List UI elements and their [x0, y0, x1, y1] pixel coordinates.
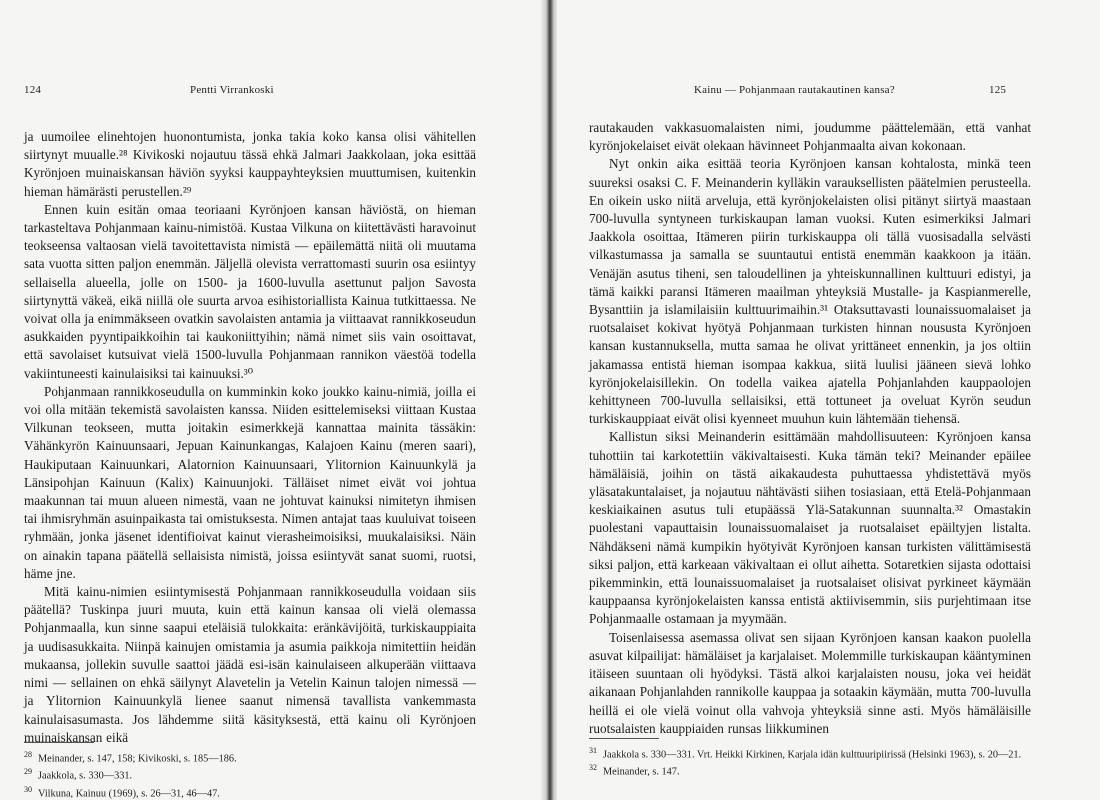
footnote-text: Meinander, s. 147, 158; Kivikoski, s. 185—186.	[38, 753, 237, 765]
footnote-number: 28	[24, 750, 32, 759]
footnote-number: 31	[589, 746, 597, 755]
left-page	[0, 0, 543, 800]
paragraph: Nyt onkin aika esittää teoria Kyrönjoen kansan kohtalosta, minkä teen suureksi osaksi C. F. Meinanderin kylläkin varauksellisten päätelmien perusteella. En oikein usko niitä arveluja, että kyrönjokelaisten olisi pitänyt siirtyä maastaan 700-luvulla syntyneen turkiskaupan laman vuoksi. Kuten esimerkiksi Jalmari Jaakkola osoittaa, Itämeren piirin turkiskauppa oli tällä vuosisadalla selvästi vilkastumassa ja samalla se suuntautui entistä enemmän kaakkoon ja itään. Venäjän asutus tiheni, sen taloudellinen ja yhteiskunnallinen kulttuuri edistyi, ja tämä kaikki paransi Itämeren maailman yhteyksiä Mustalle- ja Kaspianmerelle, Bysanttiin ja islamilaisiin kulttuurimaihin.³¹ Otaksuttavasti lounaissuomalaiset ja ruotsalaiset kokivat hyötyä Pohjanmaan turkisten hinnan noususta Kyrönjoen kansan kustannuksella, mutta samaa he olivat yrittäneet ennenkin, ja jos oltiin jakamassa entistä hieman isompaa kakkua, siitä luulisi jääneen sievä lohko kyrönjokelaisillekin. On todella vaikea ajatella Pohjanlahden kauppaolojen kehittyneen 700-luvulla sellaisiksi, että tottuneet ja oveluat Kyrön seudun turkiskauppiaat eivät olisi kyenneet muuhun kuin lähtemään tiehensä.	[589, 156, 1031, 427]
footnote-text: Vilkuna, Kainuu (1969), s. 26—31, 46—47.	[38, 788, 220, 800]
running-title: Kainu — Pohjanmaan rautakautinen kansa?	[694, 84, 895, 96]
paragraph: Ennen kuin esitän omaa teoriaani Kyrönjoen kansan häviöstä, on hieman tarkasteltava Pohjanmaan kainu-nimistöä. Kustaa Vilkuna on kiitettävästi haravoinut teokseensa valtaosan vielä tavoitettavista nimistä — epäilemättä niitä oli muutama sata vuotta sitten paljon enemmän. Jäljellä olevista verrattomasti suurin osa esiintyy sellaisella alueella, jolle on 1500- ja 1600-luvulla asettunut paljon Savosta siirtynyttä väkeä, eikä niillä ole suurta arvoa esihistoriallista Kainua tutkittaessa. Ne voivat olla ja enimmäkseen ovatkin savolaisten antamia ja viittaavat rannikkoseudun asukkaiden pyyntipaikkoihin tai kaukoniittyihin; nämä nimet siis vain osoittavat, että savolaiset kutsuivat vielä 1500-luvulla Pohjanmaan rannikon väestöä todella vakiintuneesti kainulaisiksi tai kainuuksi.³⁰	[24, 201, 476, 381]
footnote	[24, 765, 474, 782]
paragraph: Mitä kainu-nimien esiintymisestä Pohjanmaan rannikkoseudulla voidaan siis päätellä? Tuskinpa juuri muuta, kuin että kainun kansaa oli vielä olemassa Pohjanmaalla, kun sinne saapui eteläisiä tulokkaita: eränkävijöitä, turkiskauppiaita ja uudisasukkaita. Niinpä kainujen omistamia ja asumia paikkoja nimitettiin heidän mukaansa, jollekin suvulle saattoi jäädä esi-isän kainulaiseen alkuperään viittaava nimi — sellainen on ehkä säilynyt Alavetelin ja Vetelin Kainun talojen nimessä — ja Ylitornion Kainuunkylä lienee saanut nimensä tavallista vankemmasta kainulaisasumasta. Jos lähdemme siitä käsityksestä, että kainu oli Kyrönjoen muinaiskansan eikä	[24, 584, 476, 745]
footnote-text: Meinander, s. 147.	[603, 766, 680, 778]
paragraph: Kallistun siksi Meinanderin esittämään mahdollisuuteen: Kyrönjoen kansa tuhottiin tai karkotettiin väkivaltaisesti. Kuka tämän teki? Meinander epäilee hämäläisiä, joihin on tästä aikakaudesta puhuttaessa yhdistettävä myös yläsatakuntalaiset, ja nojautuu nähtävästi siihen tosiasiaan, että Etelä-Pohjanmaan keskiaikainen asutus tuli etupäässä Ylä-Satakunnan suunnalta.³² Omastakin puolestani vapauttaisin lounaissuomalaiset ja ruotsalaiset epäiltyjen listalta. Nähdäkseni nämä kumpikin hyötyivät Kyrönjoen kansan turkisten välittämisestä siksi paljon, että karkeaan väkivaltaan ei ollut aihetta. Sotaretkien sijasta odottaisi pikemminkin, että lounaissuomalaiset ja ruotsalaiset olisivat pyrkineet käymään kauppaansa kyrönjokelaisten kanssa entistä aktiivisemmin, siis purjehtimaan itse Pohjanmaalle ostamaan ja myymään.	[589, 429, 1031, 627]
footnote	[589, 744, 1039, 761]
page-number: 124	[24, 84, 42, 96]
body-text	[24, 128, 476, 747]
body-text	[589, 119, 1031, 738]
footnote-number: 30	[24, 784, 32, 794]
paragraph: rautakauden vakkasuomalaisten nimi, joudumme päättelemään, että vanhat kyrönjokelaiset eivät olekaan hävinneet Pohjanmaalta aivan kokonaan.	[589, 120, 1031, 154]
footnotes	[589, 744, 1039, 779]
footnotes	[24, 748, 474, 800]
right-page	[557, 0, 1100, 800]
footnote-text: Jaakkola s. 330—331. Vrt. Heikki Kirkinen, Karjala idän kulttuuripiirissä (Helsinki 1963), s. 20—21.	[603, 749, 1022, 761]
footnote-text: Jaakkola, s. 330—331.	[38, 770, 133, 782]
footnote-divider	[24, 742, 94, 743]
footnote	[589, 761, 1039, 778]
paragraph: ja uumoilee elinehtojen huonontumista, jonka takia koko kansa olisi vähitellen siirtynyt muualle.²⁸ Kivikoski nojautuu tässä ehkä Jalmari Jaakkolaan, joka esittää Kyrönjoen muinaiskansan häviön syyksi kauppayhteyksien muuttumisen, kuitenkin hieman hämärästi perustellen.²⁹	[24, 129, 476, 199]
footnote	[24, 783, 474, 800]
footnote-number: 32	[589, 763, 597, 773]
running-title: Pentti Virrankoski	[190, 84, 274, 96]
page-number: 125	[989, 84, 1007, 96]
footnote-number: 29	[24, 767, 32, 777]
paragraph: Pohjanmaan rannikkoseudulla on kumminkin koko joukko kainu-nimiä, joilla ei voi olla mitään tekemistä savolaisten kanssa. Niiden esittelemiseksi viittaan Kustaa Vilkunan teokseen, mutta joitakin esimerkkejä kannattaa mainita tässäkin: Vähänkyrön Kainuunsaari, Jepuan Kainunkangas, Kalajoen Kainu (meren saari), Haukiputaan Kainuunkari, Alatornion Kainuunsaari, Ylitornion Kainuunkylä ja Länsipohjan Kainuun (Kalix) Kainuunjoki. Tälläiset nimet eivät voi johtua maakunnan tai muun alueen nimestä, vaan ne johtuvat kainuksi nimitetyn ihmisen tai ihmisryhmän asuinpaikasta tai omistuksesta. Nimen antajat taas kuuluivat toiseen ryhmään, jonka jäsenet identifioivat kainut vierasheimoisiksi, muukalaisiksi. Näin on ainakin tapana päätellä sellaisista nimistä, joissa esiintyvät sanat suomi, ruotsi, häme jne.	[24, 383, 476, 581]
paragraph: Toisenlaisessa asemassa olivat sen sijaan Kyrönjoen kansan kaakon puolella asuvat kilpailijat: hämäläiset ja karjalaiset. Molemmille turkiskaupan kääntyminen itäiseen suuntaan oli hyödyksi. Tästä alkoi karjalaisten nousu, joka vei heidät aikanaan Pohjanlahden rannikolle kauppaa ja sotaakin käymään, mutta 700-luvulla heillä ei ole vielä voinut olla vahvoja yhteyksiä sinne asti. Myös hämäläisille ruotsalaisten kauppiaiden runsas liikkuminen	[589, 629, 1031, 736]
footnote-divider	[589, 738, 659, 739]
footnote	[24, 748, 474, 765]
